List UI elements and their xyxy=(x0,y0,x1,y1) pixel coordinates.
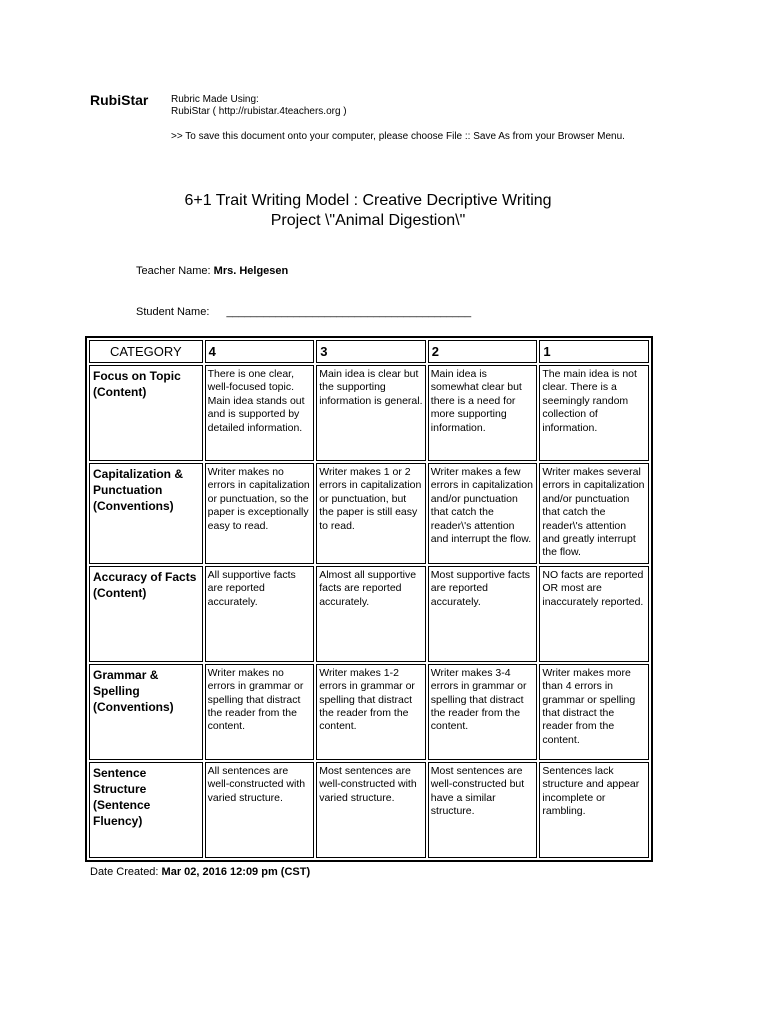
category-label: Grammar & Spelling (Conventions) xyxy=(89,664,203,760)
teacher-name-field xyxy=(136,265,288,277)
rubric-cell: Writer makes no errors in capitalization or punctuation, so the paper is exceptionally easy to read. xyxy=(205,463,315,564)
rubistar-url: RubiStar ( http://rubistar.4teachers.org ) xyxy=(171,106,347,117)
made-using-note xyxy=(171,94,347,118)
rubric-cell: Writer makes 3-4 errors in grammar or spelling that distract the reader from the content. xyxy=(428,664,538,760)
rubric-cell: Writer makes 1-2 errors in grammar or spelling that distract the reader from the content. xyxy=(316,664,426,760)
student-name-blank: ________________________________________ xyxy=(226,306,472,318)
rubric-cell: Writer makes a few errors in capitalization and/or punctuation that catch the reader\'s attention and interrupt the flow. xyxy=(428,463,538,564)
student-name-label: Student Name: xyxy=(136,306,210,318)
student-name-field xyxy=(136,306,471,318)
header-score-2: 2 xyxy=(428,340,538,363)
rubric-title-line1: 6+1 Trait Writing Model : Creative Decriptive Writing xyxy=(184,192,552,209)
date-created xyxy=(90,866,310,878)
made-using-label: Rubric Made Using: xyxy=(171,94,259,105)
rubric-row-sentence xyxy=(89,762,649,858)
category-label: Capitalization & Punctuation (Conventions) xyxy=(89,463,203,564)
rubric-cell: Writer makes 1 or 2 errors in capitalization or punctuation, but the paper is still easy to read. xyxy=(316,463,426,564)
rubric-row-accuracy xyxy=(89,566,649,662)
rubric-cell: All sentences are well-constructed with varied structure. xyxy=(205,762,315,858)
date-created-value: Mar 02, 2016 12:09 pm (CST) xyxy=(161,866,311,878)
rubric-table xyxy=(85,336,653,862)
rubric-cell: Main idea is somewhat clear but there is a need for more supporting information. xyxy=(428,365,538,461)
brand-name: RubiStar xyxy=(90,92,149,108)
save-instructions: >> To save this document onto your computer, please choose File :: Save As from your Browser Menu. xyxy=(171,131,625,142)
header-score-1: 1 xyxy=(539,340,649,363)
rubric-cell: All supportive facts are reported accurately. xyxy=(205,566,315,662)
rubric-cell: Writer makes several errors in capitalization and/or punctuation that catch the reader\'s attention and greatly interrupt the flow. xyxy=(539,463,649,564)
rubric-cell: Sentences lack structure and appear incomplete or rambling. xyxy=(539,762,649,858)
rubric-cell: Most supportive facts are reported accurately. xyxy=(428,566,538,662)
header-score-4: 4 xyxy=(205,340,315,363)
rubric-cell: Writer makes no errors in grammar or spelling that distract the reader from the content. xyxy=(205,664,315,760)
date-created-label: Date Created: xyxy=(90,866,159,878)
rubric-title xyxy=(90,191,646,231)
header-category: CATEGORY xyxy=(89,340,203,363)
rubric-cell: Most sentences are well-constructed but have a similar structure. xyxy=(428,762,538,858)
rubric-row-focus xyxy=(89,365,649,461)
rubric-header-row xyxy=(89,340,649,363)
rubric-cell: Writer makes more than 4 errors in grammar or spelling that distract the reader from the content. xyxy=(539,664,649,760)
teacher-name-label: Teacher Name: xyxy=(136,265,211,277)
rubric-cell: Main idea is clear but the supporting information is general. xyxy=(316,365,426,461)
rubric-cell: The main idea is not clear. There is a seemingly random collection of information. xyxy=(539,365,649,461)
category-label: Focus on Topic (Content) xyxy=(89,365,203,461)
category-label: Accuracy of Facts (Content) xyxy=(89,566,203,662)
rubric-row-capitalization xyxy=(89,463,649,564)
rubric-cell: There is one clear, well-focused topic. Main idea stands out and is supported by detailed information. xyxy=(205,365,315,461)
teacher-name-value: Mrs. Helgesen xyxy=(213,265,289,277)
rubric-row-grammar xyxy=(89,664,649,760)
rubric-title-line2: Project \"Animal Digestion\" xyxy=(270,212,466,229)
category-label: Sentence Structure (Sentence Fluency) xyxy=(89,762,203,858)
rubric-cell: NO facts are reported OR most are inaccurately reported. xyxy=(539,566,649,662)
rubric-cell: Almost all supportive facts are reported accurately. xyxy=(316,566,426,662)
rubric-cell: Most sentences are well-constructed with varied structure. xyxy=(316,762,426,858)
header-score-3: 3 xyxy=(316,340,426,363)
